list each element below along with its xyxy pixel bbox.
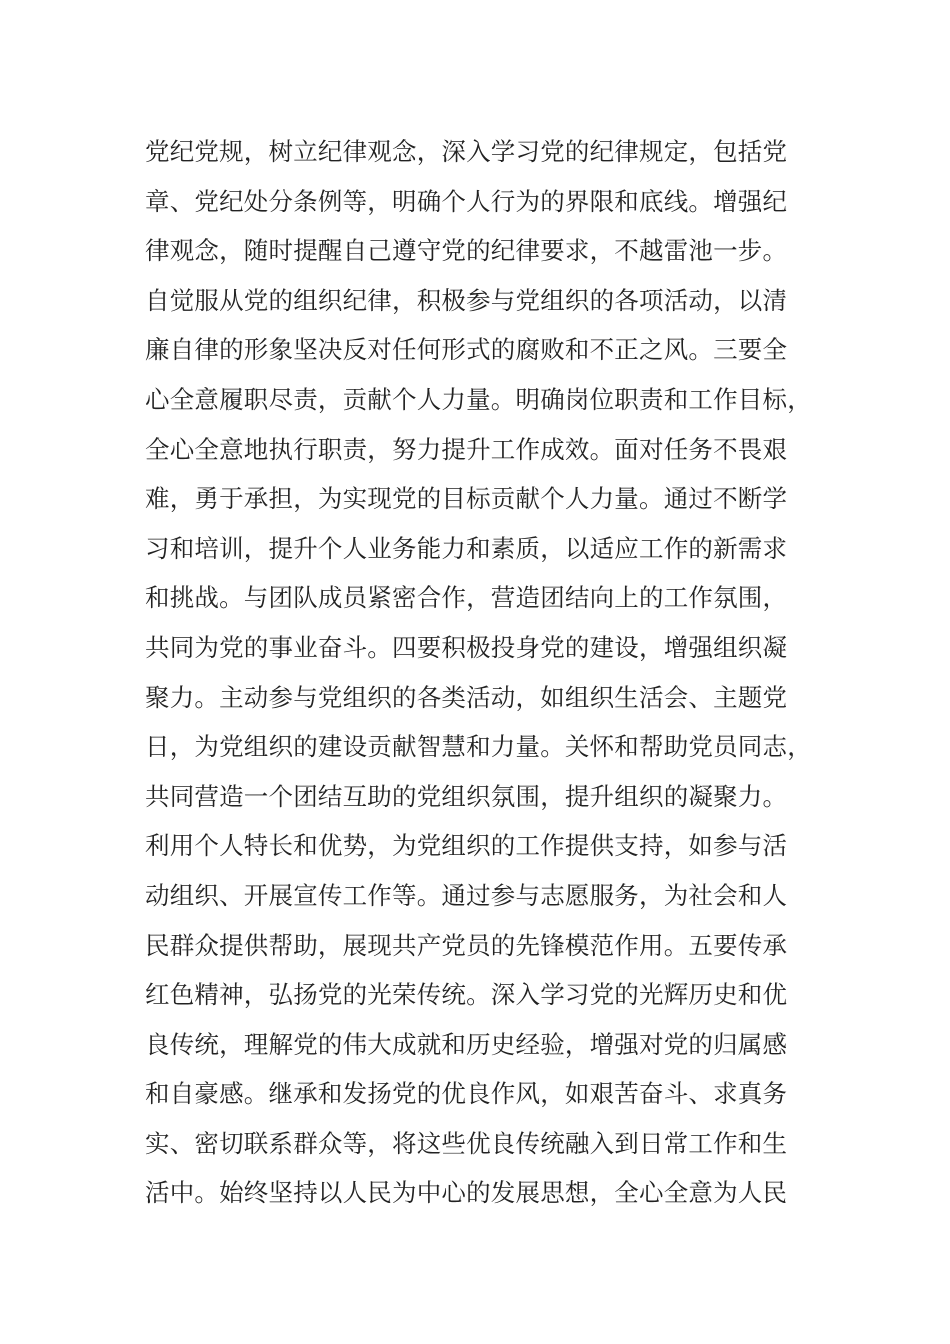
body-text bbox=[145, 127, 825, 1218]
text-line: 廉自律的形象坚决反对任何形式的腐败和不正之风。三要全 bbox=[145, 335, 788, 365]
text-line: 全心全意地执行职责，努力提升工作成效。面对任务不畏艰 bbox=[145, 434, 788, 464]
text-line: 实、密切联系群众等，将这些优良传统融入到日常工作和生 bbox=[145, 1128, 788, 1158]
text-line: 章、党纪处分条例等，明确个人行为的界限和底线。增强纪 bbox=[145, 186, 788, 216]
text-line: 和挑战。与团队成员紧密合作，营造团结向上的工作氛围， bbox=[145, 583, 788, 613]
text-line: 自觉服从党的组织纪律，积极参与党组织的各项活动，以清 bbox=[145, 285, 788, 315]
text-line: 共同为党的事业奋斗。四要积极投身党的建设，增强组织凝 bbox=[145, 632, 788, 662]
text-line: 动组织、开展宣传工作等。通过参与志愿服务，为社会和人 bbox=[145, 880, 788, 910]
text-line: 日，为党组织的建设贡献智慧和力量。关怀和帮助党员同志， bbox=[145, 732, 812, 762]
text-line: 难，勇于承担，为实现党的目标贡献个人力量。通过不断学 bbox=[145, 484, 788, 514]
text-line: 和自豪感。继承和发扬党的优良作风，如艰苦奋斗、求真务 bbox=[145, 1079, 788, 1109]
text-line: 心全意履职尽责，贡献个人力量。明确岗位职责和工作目标， bbox=[145, 384, 812, 414]
text-line: 习和培训，提升个人业务能力和素质，以适应工作的新需求 bbox=[145, 533, 788, 563]
text-line: 活中。始终坚持以人民为中心的发展思想，全心全意为人民 bbox=[145, 1178, 788, 1208]
text-line: 党纪党规，树立纪律观念，深入学习党的纪律规定，包括党 bbox=[145, 137, 788, 166]
text-line: 律观念，随时提醒自己遵守党的纪律要求，不越雷池一步。 bbox=[145, 236, 788, 266]
text-line: 红色精神，弘扬党的光荣传统。深入学习党的光辉历史和优 bbox=[145, 980, 788, 1010]
text-line: 良传统，理解党的伟大成就和历史经验，增强对党的归属感 bbox=[145, 1029, 788, 1059]
text-line: 聚力。主动参与党组织的各类活动，如组织生活会、主题党 bbox=[145, 682, 788, 712]
text-line: 共同营造一个团结互助的党组织氛围，提升组织的凝聚力。 bbox=[145, 781, 788, 811]
text-line: 利用个人特长和优势，为党组织的工作提供支持，如参与活 bbox=[145, 831, 788, 861]
text-line: 民群众提供帮助，展现共产党员的先锋模范作用。五要传承 bbox=[145, 930, 788, 960]
